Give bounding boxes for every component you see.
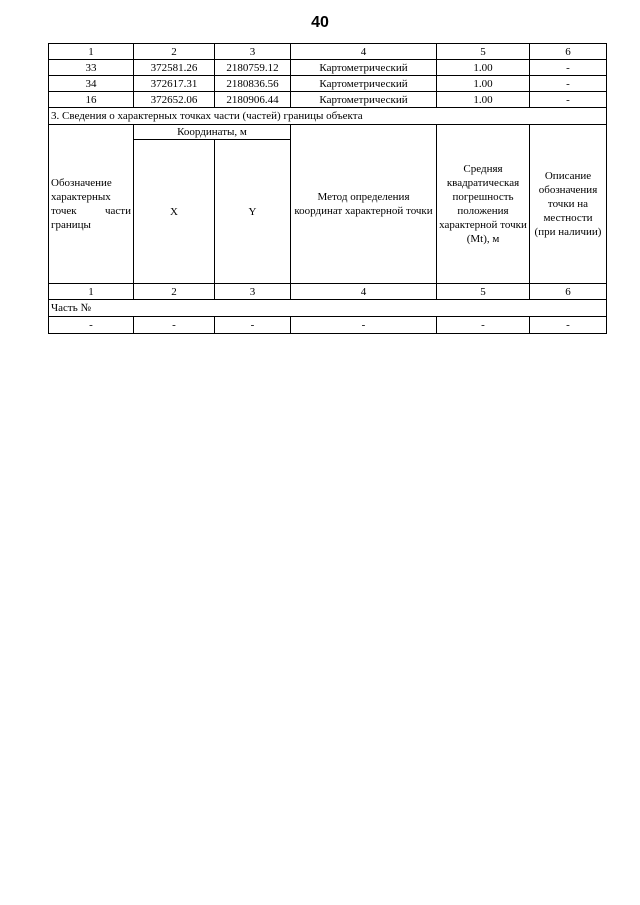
coordinate-y: 2180759.12	[215, 60, 291, 76]
accuracy: 1.00	[437, 92, 530, 108]
column-number: 3	[215, 284, 291, 300]
part-label-row	[49, 300, 607, 317]
y-header: Y	[215, 140, 291, 284]
method: Картометрический	[291, 60, 437, 76]
coordinate-x: 372581.26	[134, 60, 215, 76]
x-header: X	[134, 140, 215, 284]
column-number: 4	[291, 44, 437, 60]
description-header: Описание обозначения точки на местности (при наличии)	[530, 125, 607, 284]
method: Картометрический	[291, 76, 437, 92]
column-number: 4	[291, 284, 437, 300]
column-number: 1	[49, 44, 134, 60]
table-row	[49, 92, 607, 108]
column-number: 5	[437, 284, 530, 300]
point-number: 33	[49, 60, 134, 76]
page-number: 40	[311, 14, 329, 31]
table-row	[49, 317, 607, 334]
point-number: 34	[49, 76, 134, 92]
empty-cell: -	[134, 317, 215, 334]
header-row-top	[49, 125, 607, 140]
empty-cell: -	[437, 317, 530, 334]
point-number: 16	[49, 92, 134, 108]
table-row	[49, 60, 607, 76]
method-header: Метод определения координат характерной точки	[291, 125, 437, 284]
column-number: 3	[215, 44, 291, 60]
table-row	[49, 76, 607, 92]
accuracy-header: Средняя квадратическая погрешность положения характерной точки (Mt), м	[437, 125, 530, 284]
description: -	[530, 60, 607, 76]
coordinate-x: 372617.31	[134, 76, 215, 92]
description: -	[530, 92, 607, 108]
empty-cell: -	[49, 317, 134, 334]
accuracy: 1.00	[437, 60, 530, 76]
column-number: 2	[134, 44, 215, 60]
coordinates-header: Координаты, м	[134, 125, 291, 140]
column-number-row	[49, 44, 607, 60]
method: Картометрический	[291, 92, 437, 108]
section-title: 3. Сведения о характерных точках части (частей) границы объекта	[49, 108, 607, 125]
coordinates-table	[48, 43, 607, 334]
empty-cell: -	[215, 317, 291, 334]
part-label: Часть №	[49, 300, 607, 317]
empty-cell: -	[530, 317, 607, 334]
column-number: 6	[530, 284, 607, 300]
coordinate-x: 372652.06	[134, 92, 215, 108]
designation-header: Обозначение характерных точек части границы	[49, 125, 134, 284]
column-number: 6	[530, 44, 607, 60]
column-number: 2	[134, 284, 215, 300]
section-title-row	[49, 108, 607, 125]
column-number: 1	[49, 284, 134, 300]
coordinate-y: 2180836.56	[215, 76, 291, 92]
column-number-row	[49, 284, 607, 300]
empty-cell: -	[291, 317, 437, 334]
column-number: 5	[437, 44, 530, 60]
description: -	[530, 76, 607, 92]
coordinate-y: 2180906.44	[215, 92, 291, 108]
accuracy: 1.00	[437, 76, 530, 92]
